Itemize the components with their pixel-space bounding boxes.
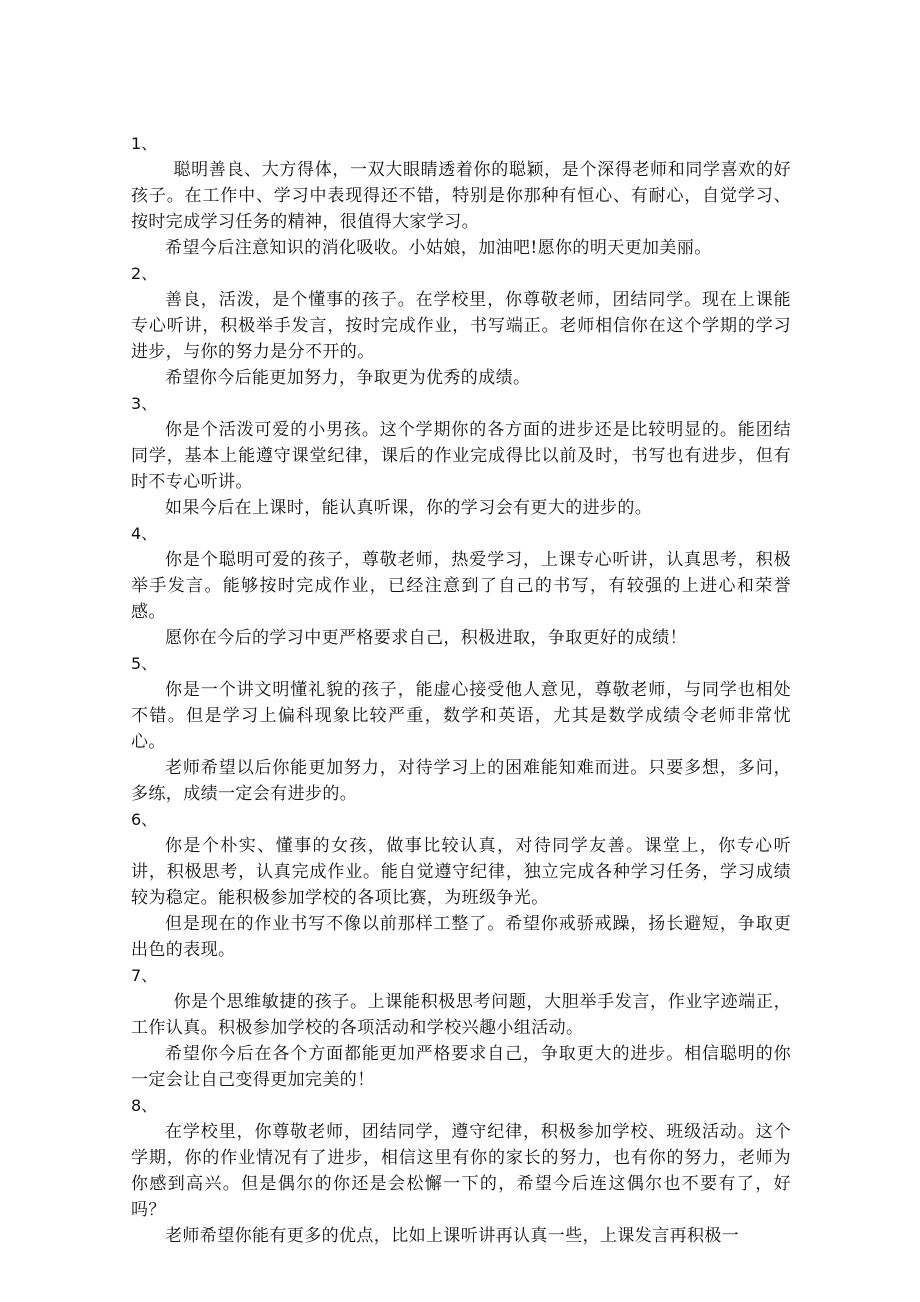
entry-paragraph: 你是一个讲文明懂礼貌的孩子，能虚心接受他人意见，尊敬老师，与同学也相处不错。但是学习上偏科现象比较严重，数学和英语，尤其是数学成绩令老师非常忧心。 (131, 680, 791, 752)
entry-paragraph: 希望你今后能更加努力，争取更为优秀的成绩。 (165, 368, 531, 388)
entry-paragraph: 善良，活泼，是个懂事的孩子。在学校里，你尊敬老师，团结同学。现在上课能专心听讲，积极举手发言，按时完成作业，书写端正。老师相信你在这个学期的学习进步，与你的努力是分不开的。 (131, 290, 791, 362)
comment-entry-3 (131, 391, 791, 521)
entry-paragraph: 聪明善良、大方得体，一双大眼睛透着你的聪颖，是个深得老师和同学喜欢的好孩子。在工作中、学习中表现得还不错，特别是你那种有恒心、有耐心，自觉学习、按时完成学习任务的精神，很值得大家学习。 (131, 160, 791, 232)
entry-number: 8、 (131, 1096, 158, 1115)
entry-number: 7、 (131, 966, 158, 985)
entry-number: 4、 (131, 524, 158, 543)
entry-paragraph: 愿你在今后的学习中更严格要求自己，积极进取，争取更好的成绩！ (165, 628, 687, 648)
comment-entry-1 (131, 131, 791, 261)
entry-number: 2、 (131, 264, 158, 283)
entry-number: 6、 (131, 810, 158, 829)
comment-entry-7 (131, 963, 791, 1093)
comment-entry-5 (131, 651, 791, 807)
entry-paragraph: 希望今后注意知识的消化吸收。小姑娘，加油吧!愿你的明天更加美丽。 (165, 238, 712, 258)
comment-entry-4 (131, 521, 791, 651)
comment-entry-2 (131, 261, 791, 391)
entry-paragraph: 希望你今后在各个方面都能更加严格要求自己，争取更大的进步。相信聪明的你一定会让自己变得更加完美的！ (131, 1044, 791, 1090)
entry-paragraph: 老师希望以后你能更加努力，对待学习上的困难能知难而进。只要多想，多问，多练，成绩一定会有进步的。 (131, 758, 791, 804)
entry-paragraph: 你是个思维敏捷的孩子。上课能积极思考问题，大胆举手发言，作业字迹端正，工作认真。积极参加学校的各项活动和学校兴趣小组活动。 (131, 992, 791, 1038)
entry-paragraph: 但是现在的作业书写不像以前那样工整了。希望你戒骄戒躁，扬长避短，争取更出色的表现。 (131, 914, 791, 960)
entry-paragraph: 如果今后在上课时，能认真听课，你的学习会有更大的进步的。 (165, 498, 653, 518)
entry-paragraph: 老师希望你能有更多的优点，比如上课听讲再认真一些，上课发言再积极一 (165, 1226, 740, 1246)
entry-number: 5、 (131, 654, 158, 673)
entry-number: 3、 (131, 394, 158, 413)
entry-number: 1、 (131, 134, 158, 153)
comment-entry-6 (131, 807, 791, 963)
comment-entry-8 (131, 1093, 791, 1249)
entry-paragraph: 你是个聪明可爱的孩子，尊敬老师，热爱学习，上课专心听讲，认真思考，积极举手发言。能够按时完成作业，已经注意到了自己的书写，有较强的上进心和荣誉感。 (131, 550, 791, 622)
comments-list (131, 131, 791, 1249)
entry-paragraph: 你是个活泼可爱的小男孩。这个学期你的各方面的进步还是比较明显的。能团结同学，基本上能遵守课堂纪律，课后的作业完成得比以前及时，书写也有进步，但有时不专心听讲。 (131, 420, 791, 492)
entry-paragraph: 你是个朴实、懂事的女孩，做事比较认真，对待同学友善。课堂上，你专心听讲，积极思考，认真完成作业。能自觉遵守纪律，独立完成各种学习任务，学习成绩较为稳定。能积极参加学校的各项比赛，为班级争光。 (131, 836, 791, 908)
entry-paragraph: 在学校里，你尊敬老师，团结同学，遵守纪律，积极参加学校、班级活动。这个学期，你的作业情况有了进步，相信这里有你的家长的努力，也有你的努力，老师为你感到高兴。但是偶尔的你还是会松懈一下的，希望今后连这偶尔也不要有了，好吗？ (131, 1122, 791, 1220)
